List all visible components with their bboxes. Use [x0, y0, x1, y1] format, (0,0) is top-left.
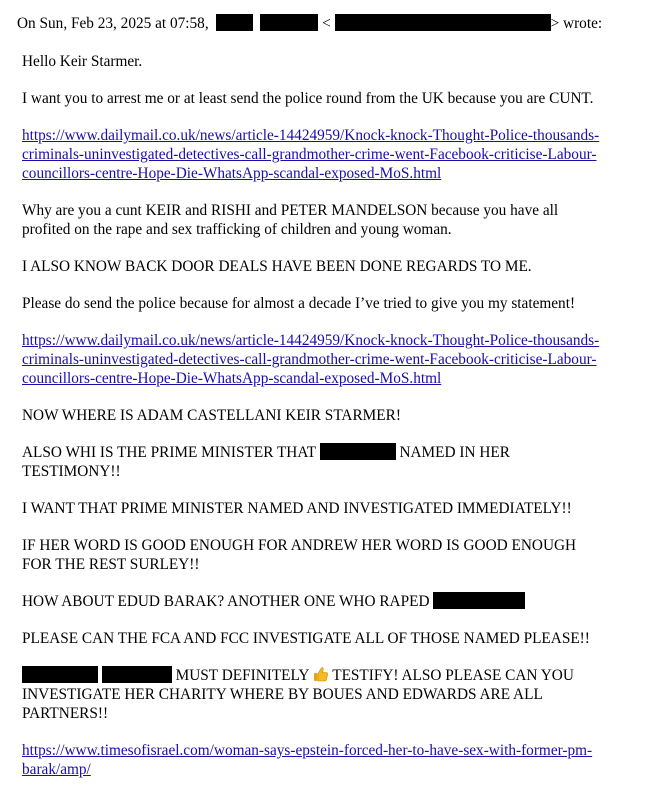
paragraph-2	[22, 201, 662, 239]
paragraph-11-part-b: TESTIFY! ALSO PLEASE CAN YOU	[332, 667, 574, 684]
paragraph-6	[22, 443, 662, 481]
link-3[interactable]	[22, 741, 662, 779]
paragraph-9-text: HOW ABOUT EDUD BARAK? ANOTHER ONE WHO RAPED	[22, 593, 430, 610]
paragraph-4: Please do send the police because for almost a decade I’ve tried to give you my statement!	[22, 295, 576, 312]
paragraph-6-line-2: TESTIMONY!!	[22, 463, 121, 480]
paragraph-7: I WANT THAT PRIME MINISTER NAMED AND INVESTIGATED IMMEDIATELY!!	[22, 500, 572, 517]
greeting: Hello Keir Starmer.	[22, 53, 143, 70]
paragraph-2-line-2: profited on the rape and sex trafficking of children and young woman.	[22, 221, 452, 238]
paragraph-5: NOW WHERE IS ADAM CASTELLANI KEIR STARMER!	[22, 407, 401, 424]
paragraph-3: I ALSO KNOW BACK DOOR DEALS HAVE BEEN DONE REGARDS TO ME.	[22, 258, 532, 275]
email-body	[22, 52, 662, 779]
link-2[interactable]	[22, 331, 662, 388]
redacted-name	[22, 666, 98, 683]
paragraph-6-part-b: NAMED IN HER	[399, 444, 510, 461]
paragraph-8-line-2: FOR THE REST SURLEY!!	[22, 556, 200, 573]
redacted-sender-email	[335, 14, 551, 31]
link-3-line-1[interactable]: https://www.timesofisrael.com/woman-says-epstein-forced-her-to-have-sex-with-former-pm-	[22, 742, 593, 759]
link-1-line-1[interactable]: https://www.dailymail.co.uk/news/article-14424959/Knock-knock-Thought-Police-thousands-	[22, 127, 600, 144]
quoted-reply-header	[17, 14, 602, 33]
header-date: On Sun, Feb 23, 2025 at 07:58,	[17, 15, 209, 32]
link-1-line-2[interactable]: criminals-uninvestigated-detectives-call-grandmother-crime-went-Facebook-criticise-Labour-	[22, 146, 597, 163]
paragraph-11-part-a: MUST DEFINITELY	[175, 667, 309, 684]
paragraph-9	[22, 592, 662, 611]
paragraph-6-part-a: ALSO WHI IS THE PRIME MINISTER THAT	[22, 444, 316, 461]
paragraph-2-line-1: Why are you a cunt KEIR and RISHI and PETER MANDELSON because you have all	[22, 202, 559, 219]
paragraph-8-line-1: IF HER WORD IS GOOD ENOUGH FOR ANDREW HER WORD IS GOOD ENOUGH	[22, 537, 577, 554]
paragraph-11-line-2: INVESTIGATE HER CHARITY WHERE BY BOUES AND EDWARDS ARE ALL	[22, 686, 543, 703]
link-1[interactable]	[22, 126, 662, 183]
paragraph-11-line-3: PARTNERS!!	[22, 705, 109, 722]
header-lt: <	[322, 15, 331, 32]
redacted-name	[433, 592, 525, 609]
paragraph-1: I want you to arrest me or at least send the police round from the UK because you are CUNT.	[22, 90, 594, 107]
link-2-line-2[interactable]: criminals-uninvestigated-detectives-call-grandmother-crime-went-Facebook-criticise-Labour-	[22, 351, 597, 368]
link-2-line-3[interactable]: councillors-centre-Hope-Die-WhatsApp-scandal-exposed-MoS.html	[22, 370, 442, 387]
paragraph-10: PLEASE CAN THE FCA AND FCC INVESTIGATE ALL OF THOSE NAMED PLEASE!!	[22, 630, 590, 647]
redacted-sender-first-name	[216, 14, 253, 31]
redacted-name	[320, 443, 396, 460]
paragraph-11	[22, 666, 662, 723]
redacted-name	[102, 666, 172, 683]
link-3-line-2[interactable]: barak/amp/	[22, 761, 91, 778]
header-wrote: > wrote:	[550, 15, 603, 32]
link-1-line-3[interactable]: councillors-centre-Hope-Die-WhatsApp-scandal-exposed-MoS.html	[22, 165, 442, 182]
paragraph-8	[22, 536, 662, 574]
link-2-line-1[interactable]: https://www.dailymail.co.uk/news/article-14424959/Knock-knock-Thought-Police-thousands-	[22, 332, 600, 349]
redacted-sender-last-name	[260, 14, 318, 31]
thumbs-up-icon	[313, 666, 329, 682]
